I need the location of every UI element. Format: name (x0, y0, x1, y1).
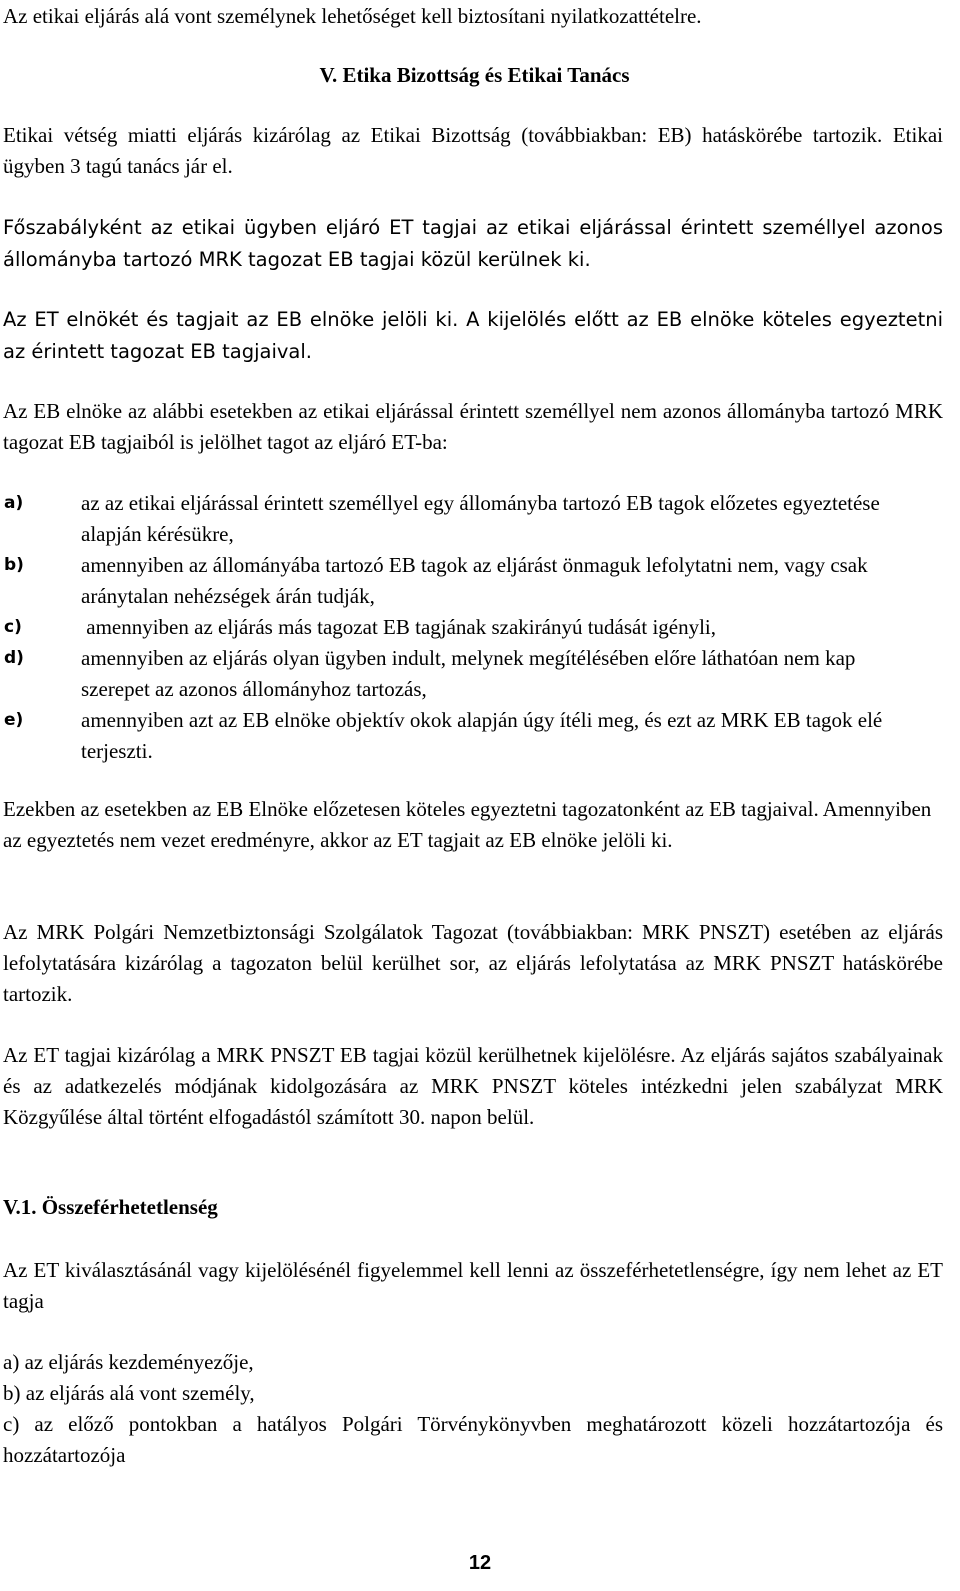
list-item: a) az eljárás kezdeményezője, (3, 1350, 254, 1374)
paragraph-incompatibility: Az ET kiválasztásánál vagy kijelölésénél figyelemmel kell lenni az összeférhetetlenségre, így nem lehet az ET tagja (3, 1258, 943, 1313)
list-item: b) az eljárás alá vont személy, (3, 1381, 255, 1405)
list-item (3, 705, 946, 767)
incompatibility-list (3, 1347, 943, 1471)
paragraph-eb-competence: Etikai vétség miatti eljárás kizárólag az Etikai Bizottság (továbbiakban: EB) hatáskörébe tartozik. Etikai ügyben 3 tagú tanács jár el. (3, 123, 943, 178)
intro-paragraph: Az etikai eljárás alá vont személynek lehetőséget kell biztosítani nyilatkozattételre. (3, 4, 702, 28)
list-item (3, 488, 946, 550)
paragraph-exceptions-intro: Az EB elnöke az alábbi esetekben az etikai eljárással érintett személlyel nem azonos állományba tartozó MRK tagozat EB tagjaiból is jelölhet tagot az eljáró ET-ba: (3, 399, 943, 454)
paragraph-et-members-rule: Főszabályként az etikai ügyben eljáró ET tagjai az etikai eljárással érintett személlyel azonos állományba tartozó MRK tagozat EB tagjai közül kerülnek ki. (3, 216, 943, 271)
list-item-text: amennyiben azt az EB elnöke objektív okok alapján úgy ítéli meg, és ezt az MRK EB tagok elé terjeszti. (81, 708, 883, 763)
list-marker: d) (4, 648, 24, 668)
list-item: c) az előző pontokban a hatályos Polgári Törvénykönyvben meghatározott közeli hozzátartozója és hozzátartozója (3, 1412, 943, 1467)
list-item-text: amennyiben az eljárás olyan ügyben indult, melynek megítélésében előre láthatóan nem kap szerepet az azonos állományhoz tartozás, (81, 646, 856, 701)
paragraph-consultation: Ezekben az esetekben az EB Elnöke előzetesen köteles egyeztetni tagozatonként az EB tagjaival. Amennyiben az egyeztetés nem vezet eredményre, akkor az ET tagjait az EB elnöke jelöli ki. (3, 797, 932, 852)
page-number: 12 (468, 1552, 492, 1574)
paragraph-pnszt-members: Az ET tagjai kizárólag a MRK PNSZT EB tagjai közül kerülhetnek kijelölésre. Az eljárás sajátos szabályainak és az adatkezelés módjának kidolgozására az MRK PNSZT köteles intézkedni jelen szabályzat MRK Közgyűlése által történt elfogadástól számított 30. napon belül. (3, 1043, 943, 1129)
list-marker: c) (4, 617, 22, 637)
exceptions-list (3, 488, 946, 767)
list-item-text: amennyiben az állományába tartozó EB tagok az eljárást önmaguk lefolytatni nem, vagy csak aránytalan nehézségek árán tudják, (81, 553, 868, 608)
list-item (3, 612, 946, 643)
list-item (3, 643, 946, 705)
list-marker: e) (4, 710, 24, 730)
paragraph-pnszt-procedure: Az MRK Polgári Nemzetbiztonsági Szolgálatok Tagozat (továbbiakban: MRK PNSZT) esetében az eljárás lefolytatására kizárólag a tagozaton belül kerülhet sor, az eljárás lefolytatása az MRK PNSZT hatáskörébe tartozik. (3, 920, 943, 1006)
subsection-heading: V.1. Összeférhetetlenség (3, 1195, 218, 1219)
section-heading: V. Etika Bizottság és Etikai Tanács (319, 63, 630, 87)
list-item (3, 550, 946, 612)
list-item-text: az az etikai eljárással érintett személlyel egy állományba tartozó EB tagok előzetes egyeztetése alapján kérésükre, (81, 491, 880, 546)
paragraph-et-appointment: Az ET elnökét és tagjait az EB elnöke jelöli ki. A kijelölés előtt az EB elnöke köteles egyeztetni az érintett tagozat EB tagjaival. (3, 308, 943, 363)
list-item-text: amennyiben az eljárás más tagozat EB tagjának szakirányú tudását igényli, (81, 615, 717, 639)
list-marker: b) (4, 555, 24, 575)
list-marker: a) (4, 493, 24, 513)
